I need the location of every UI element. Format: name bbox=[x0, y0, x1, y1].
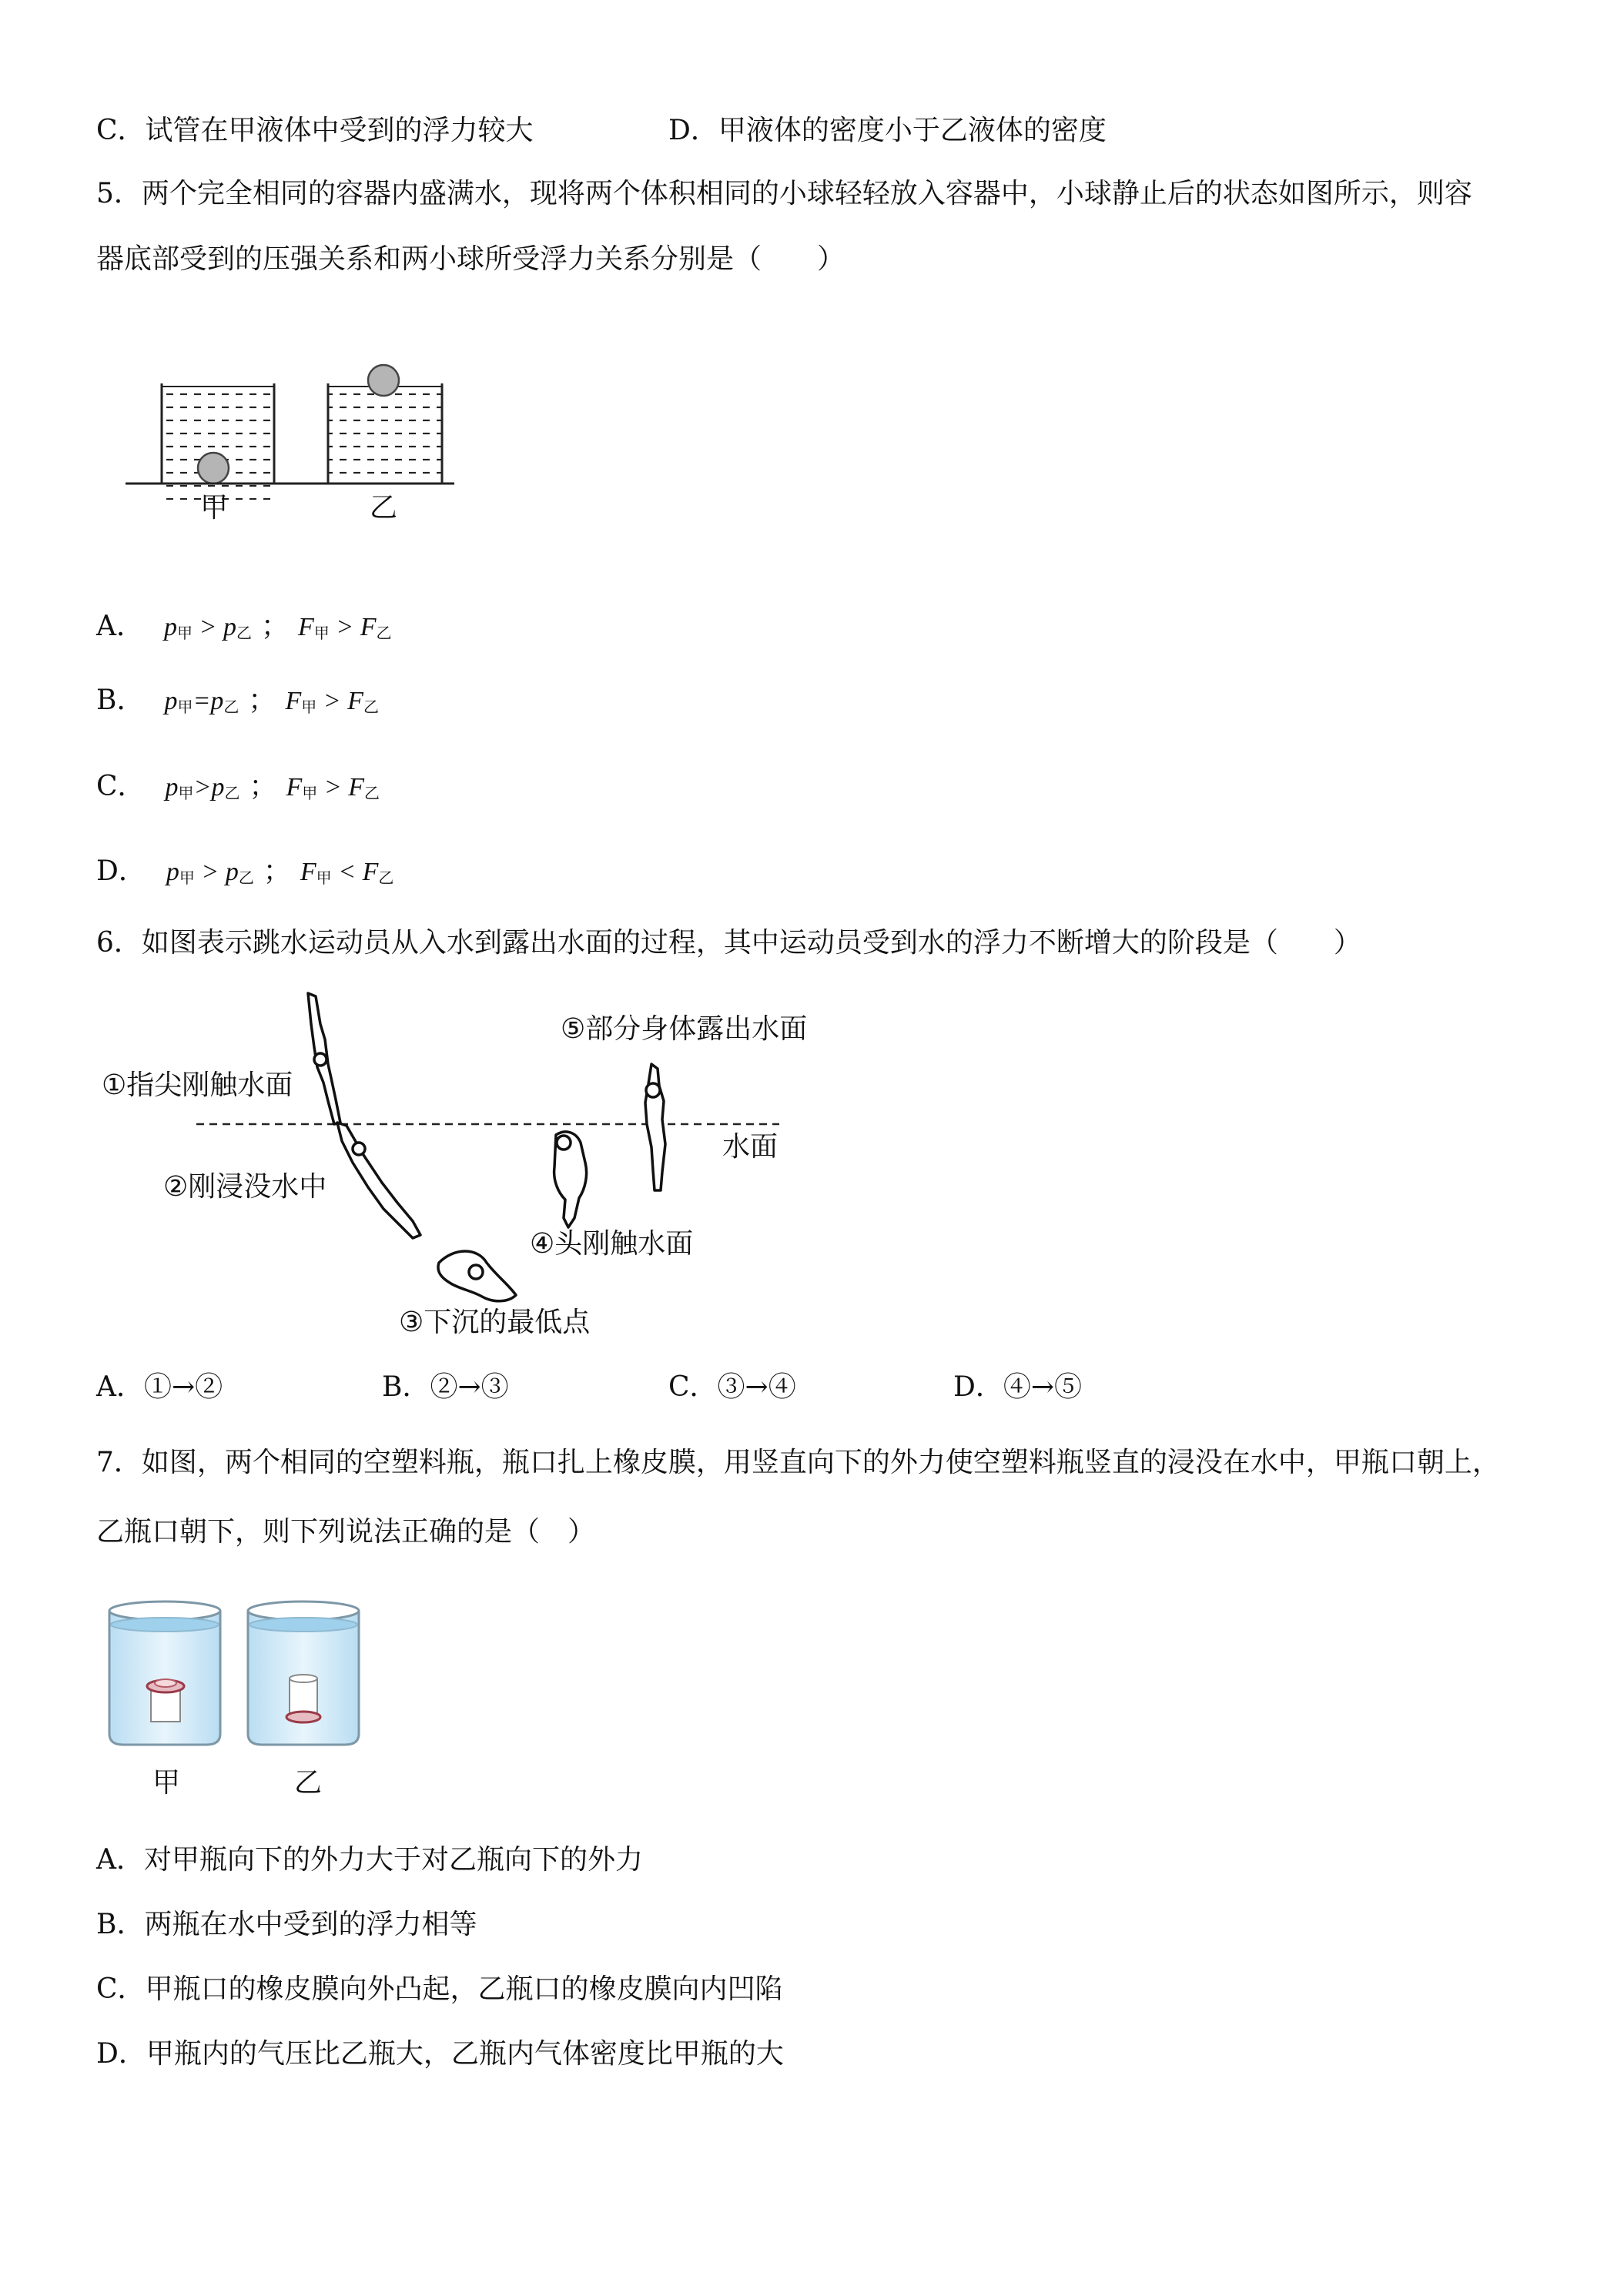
q6-option-c: C．③→④ bbox=[668, 1371, 796, 1403]
q6-label-stage2: ②刚浸没水中 bbox=[163, 1171, 327, 1203]
q7-beaker-right bbox=[248, 1602, 359, 1745]
q7-stem-line1: 7．如图，两个相同的空塑料瓶，瓶口扎上橡皮膜，用竖直向下的外力使空塑料瓶竖直的浸没在水中，甲瓶口朝上， bbox=[96, 1447, 1500, 1478]
q5-option-a: A． $p_甲 > p_乙$ ； $F_甲 > F_乙$ bbox=[96, 611, 392, 642]
q6-option-a: A．①→② bbox=[96, 1371, 223, 1403]
q6-label-water-surface: 水面 bbox=[722, 1131, 779, 1163]
q7-option-c: C．甲瓶口的橡皮膜向外凸起，乙瓶口的橡皮膜向内凹陷 bbox=[96, 1973, 783, 2005]
q6-option-b: B．②→③ bbox=[382, 1371, 509, 1403]
q6-diver-stage1 bbox=[308, 993, 340, 1124]
q7-beaker-left bbox=[109, 1602, 220, 1745]
q5-label-left: 甲 bbox=[200, 492, 229, 524]
q6-label-stage5: ⑤部分身体露出水面 bbox=[561, 1013, 808, 1045]
q6-label-stage4: ④头刚触水面 bbox=[530, 1228, 694, 1260]
q5-figure-containers bbox=[123, 362, 462, 539]
q5-right-water bbox=[328, 387, 442, 484]
q5-ball-right bbox=[368, 365, 399, 396]
q7-stem-line2: 乙瓶口朝下，则下列说法正确的是（ ） bbox=[96, 1516, 596, 1548]
q5-option-d: D． $p_甲 > p_乙$ ； $F_甲 < F_乙$ bbox=[96, 855, 394, 887]
q6-diver-stage2 bbox=[337, 1123, 420, 1238]
q5-stem-line1: 5．两个完全相同的容器内盛满水，现将两个体积相同的小球轻轻放入容器中，小球静止后的状态如图所示，则容 bbox=[96, 178, 1472, 209]
q6-option-d: D．④→⑤ bbox=[953, 1371, 1083, 1403]
q7-option-a: A．对甲瓶向下的外力大于对乙瓶向下的外力 bbox=[96, 1844, 643, 1876]
q6-label-stage3: ③下沉的最低点 bbox=[399, 1307, 591, 1338]
q4-option-c: C．试管在甲液体中受到的浮力较大 bbox=[96, 115, 534, 146]
q4-option-d: D．甲液体的密度小于乙液体的密度 bbox=[668, 115, 1107, 146]
q6-diver-stage5 bbox=[645, 1064, 665, 1190]
q7-option-d: D．甲瓶内的气压比乙瓶大，乙瓶内气体密度比甲瓶的大 bbox=[96, 2038, 784, 2070]
q6-stem: 6．如图表示跳水运动员从入水到露出水面的过程，其中运动员受到水的浮力不断增大的阶段是（ ） bbox=[96, 927, 1361, 959]
q7-figure-beakers bbox=[100, 1594, 370, 1755]
q7-option-b: B．两瓶在水中受到的浮力相等 bbox=[96, 1909, 477, 1940]
q5-option-b: B． $p_甲=p_乙$ ； $F_甲 > F_乙$ bbox=[96, 684, 379, 716]
q5-stem-line2: 器底部受到的压强关系和两小球所受浮力关系分别是（ ） bbox=[96, 243, 845, 275]
q5-label-right: 乙 bbox=[370, 492, 398, 524]
q6-diver-stage4 bbox=[554, 1132, 587, 1227]
q6-label-stage1: ①指尖刚触水面 bbox=[102, 1069, 293, 1101]
q6-diver-stage3 bbox=[438, 1251, 516, 1301]
q7-label-left: 甲 bbox=[152, 1767, 181, 1799]
q5-option-c: C． $p_甲>p_乙$ ； $F_甲 > F_乙$ bbox=[96, 771, 380, 802]
q7-label-right: 乙 bbox=[294, 1767, 323, 1799]
q5-left-water bbox=[162, 387, 274, 506]
q5-ball-left bbox=[198, 453, 229, 484]
